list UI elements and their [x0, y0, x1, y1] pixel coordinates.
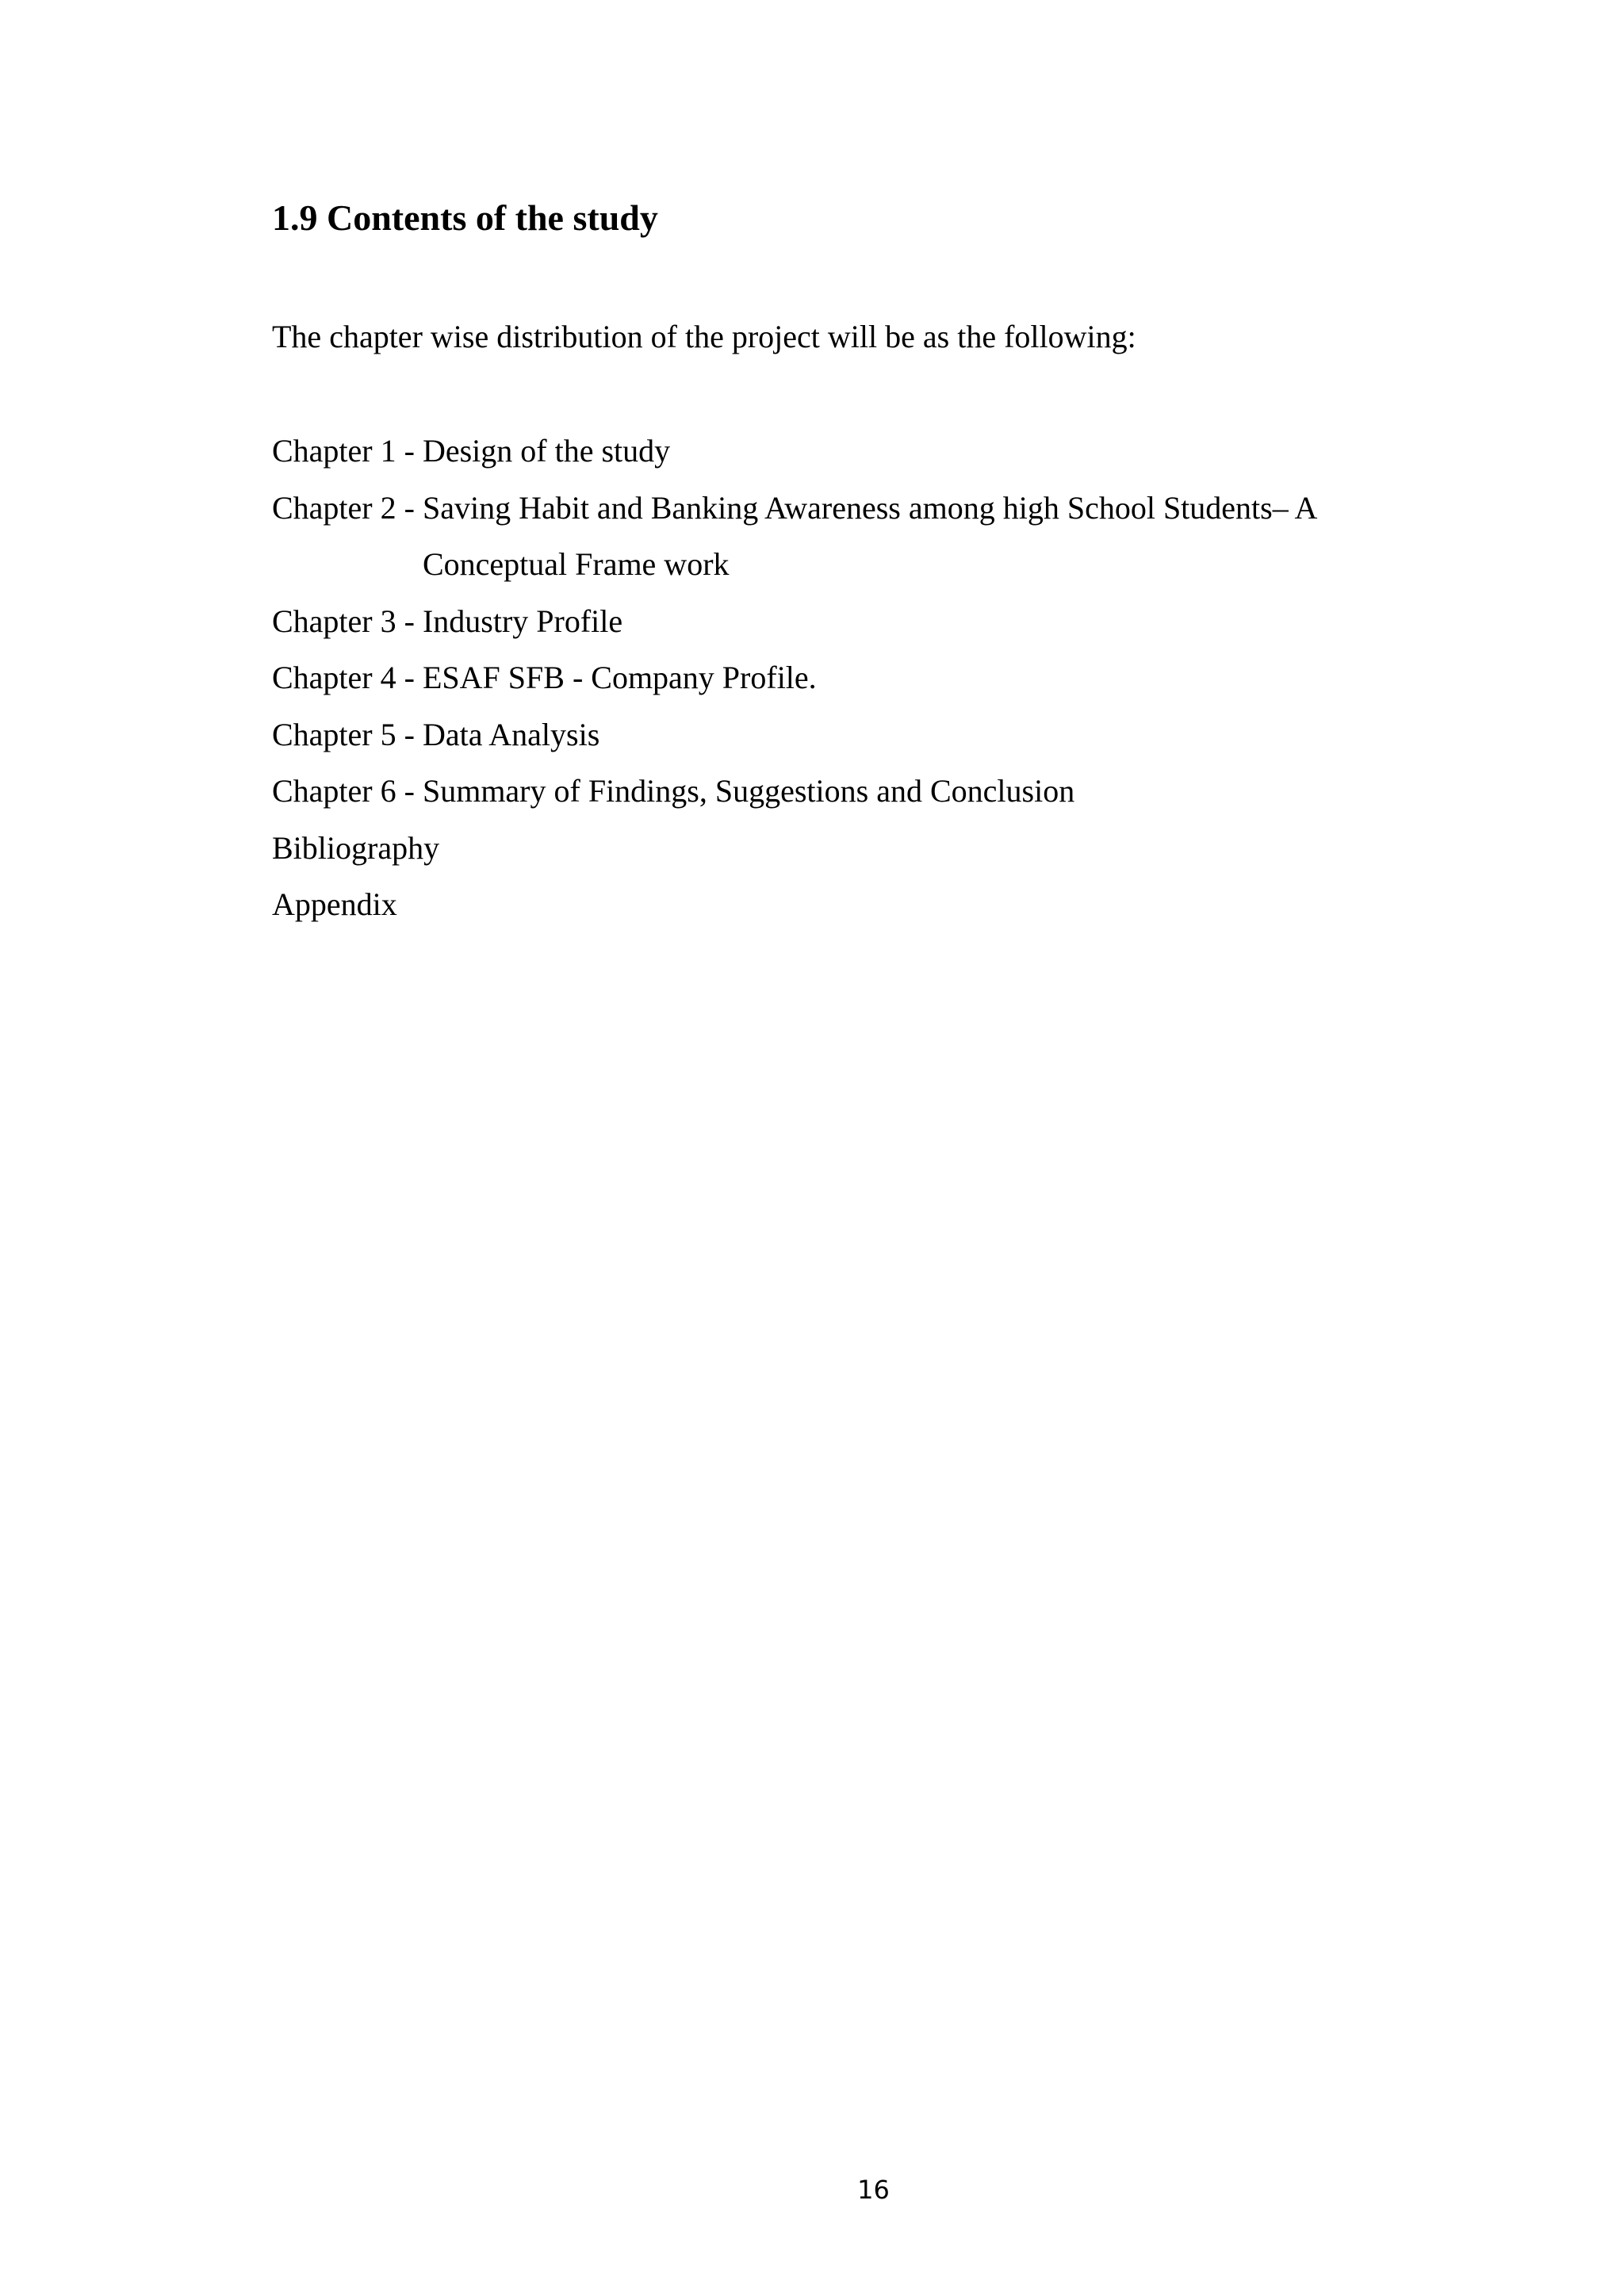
bibliography-item [272, 820, 1374, 877]
chapter-item [272, 649, 1374, 706]
chapter-title: Industry Profile [422, 603, 623, 639]
chapter-number: Chapter 4 - [272, 660, 423, 695]
chapter-item [272, 480, 1374, 593]
chapter-list [272, 423, 1374, 933]
chapter-number: Chapter 1 - [272, 433, 423, 469]
appendix-label: Appendix [272, 886, 397, 922]
chapter-item [272, 593, 1374, 650]
chapter-number: Chapter 2 - [272, 489, 423, 526]
section-heading: 1.9 Contents of the study [272, 197, 658, 238]
chapter-title: Summary of Findings, Suggestions and Conclusion [422, 773, 1075, 809]
appendix-item [272, 876, 1374, 933]
bibliography-label: Bibliography [272, 829, 440, 866]
chapter-item [272, 763, 1374, 820]
chapter-title: ESAF SFB - Company Profile. [422, 660, 817, 695]
chapter-item [272, 423, 1374, 480]
page-number: 16 [857, 2175, 890, 2205]
intro-paragraph: The chapter wise distribution of the project will be as the following: [272, 319, 1136, 354]
chapter-number: Chapter 5 - [272, 716, 423, 752]
chapter-number: Chapter 3 - [272, 603, 423, 639]
chapter-title: Saving Habit and Banking Awareness among high School Students– A Conceptual Frame work [422, 489, 1316, 582]
chapter-title: Design of the study [422, 433, 671, 469]
chapter-item [272, 706, 1374, 763]
chapter-title: Data Analysis [422, 716, 600, 752]
chapter-number: Chapter 6 - [272, 773, 423, 809]
